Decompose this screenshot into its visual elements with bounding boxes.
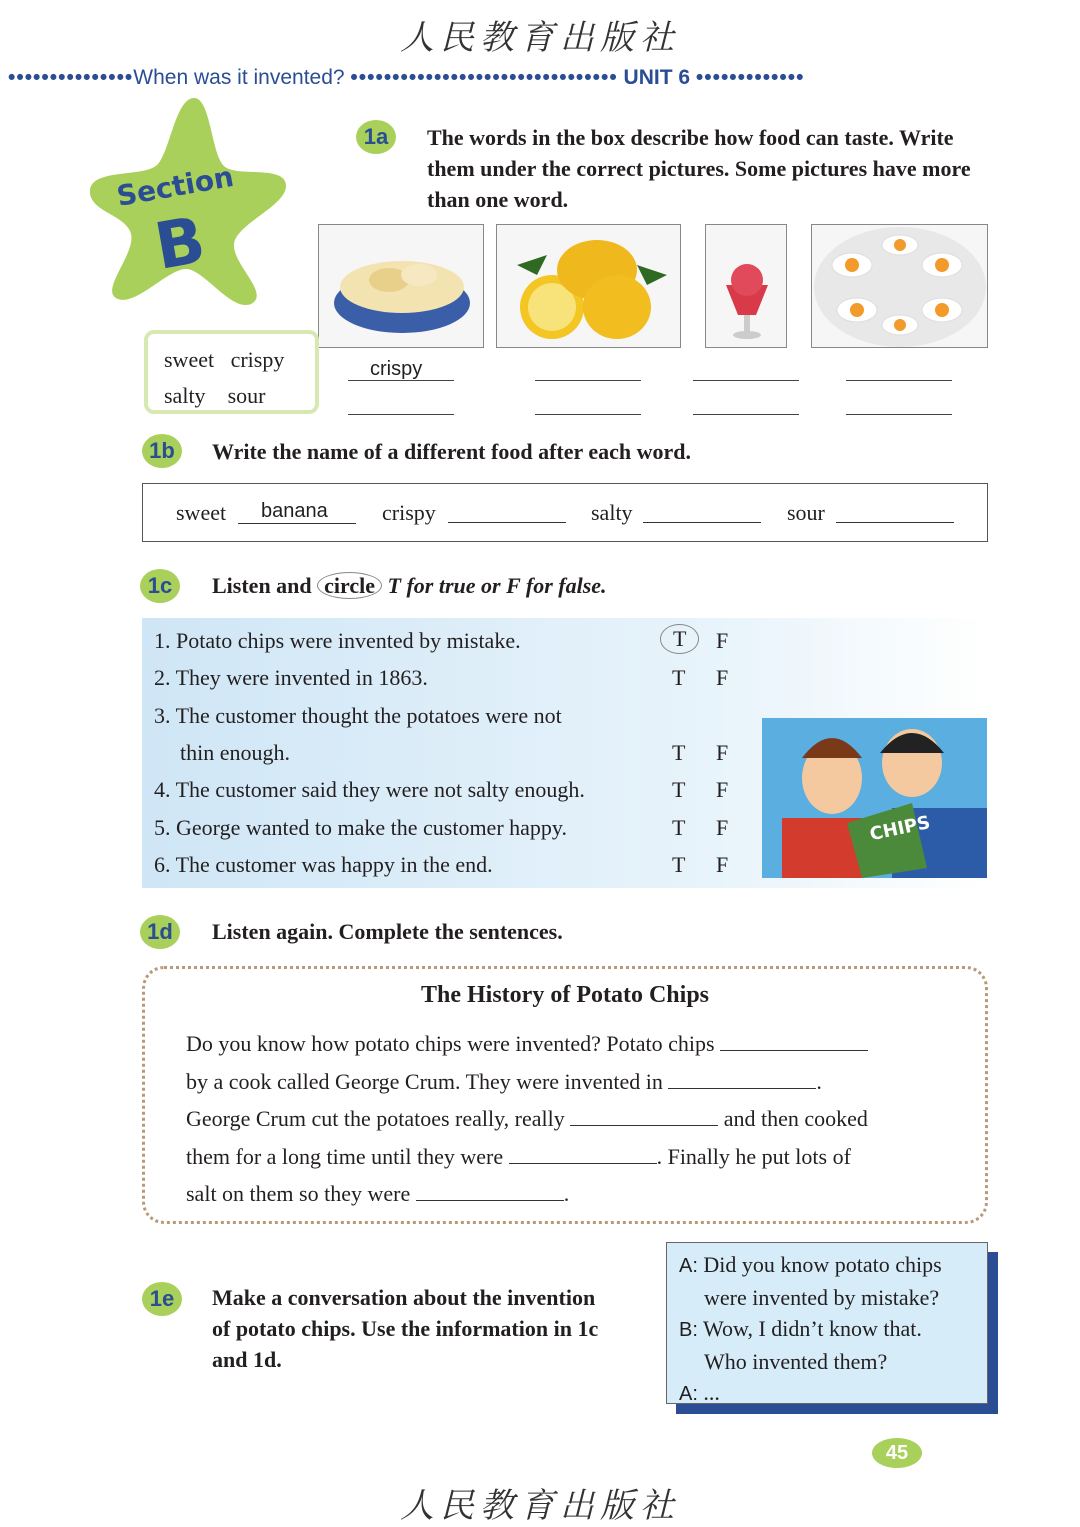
word-salty: salty xyxy=(164,383,206,408)
exercise-badge-1a: 1a xyxy=(356,120,396,154)
instruction-1e: Make a conversation about the invention of potato chips. Use the information in 1c and 1d. xyxy=(212,1285,599,1372)
instruction-1c: Listen and circle T for true or F for false. xyxy=(212,573,607,598)
svg-text:Section: Section xyxy=(114,159,237,213)
blank-line[interactable] xyxy=(693,414,799,415)
true-option[interactable]: T xyxy=(672,777,686,802)
blank-1[interactable] xyxy=(720,1033,868,1051)
false-option[interactable]: F xyxy=(716,628,729,653)
instruction-1a: The words in the box describe how food can taste. Write them under the correct pictures. Some pictures have more than one word. xyxy=(427,125,971,212)
true-option-circled[interactable]: T xyxy=(660,624,699,654)
answer-crispy[interactable] xyxy=(448,522,566,523)
answer-salty[interactable] xyxy=(643,522,761,523)
statement-5: 5. George wanted to make the customer happy. xyxy=(154,815,567,840)
blank-3[interactable] xyxy=(570,1108,718,1126)
statement-3-cont: thin enough. xyxy=(180,740,290,765)
blank-line[interactable] xyxy=(535,380,641,381)
true-option[interactable]: T xyxy=(672,665,686,690)
page-number: 45 xyxy=(872,1438,922,1468)
true-option[interactable]: T xyxy=(672,740,686,765)
false-option[interactable]: F xyxy=(716,852,729,877)
section-star-icon xyxy=(86,94,291,309)
speaker-label: A: xyxy=(679,1383,698,1405)
blank-2[interactable] xyxy=(668,1071,816,1089)
word-box xyxy=(144,330,319,414)
exercise-badge-1c: 1c xyxy=(140,569,180,603)
word-sour: sour xyxy=(227,383,266,408)
exercise-badge-1d: 1d xyxy=(140,915,180,949)
false-option[interactable]: F xyxy=(716,777,729,802)
word-crispy: crispy xyxy=(230,347,285,372)
picture-potato-chips xyxy=(318,224,484,348)
blank-5[interactable] xyxy=(416,1183,564,1201)
svg-text:CHIPS: CHIPS xyxy=(867,812,933,846)
picture-lemons xyxy=(496,224,681,348)
true-option[interactable]: T xyxy=(672,815,686,840)
exercise-badge-1e: 1e xyxy=(142,1282,182,1316)
word-label: crispy xyxy=(382,500,436,525)
blank-line xyxy=(348,380,454,381)
statement-1: 1. Potato chips were invented by mistake. xyxy=(154,628,521,653)
dialogue-box: A: Did you know potato chips were invented by mistake? B: Wow, I didn’t know that. Who invented them? A: ... xyxy=(666,1242,988,1404)
instruction-1b: Write the name of a different food after each word. xyxy=(212,439,692,464)
instruction-1d: Listen again. Complete the sentences. xyxy=(212,919,563,944)
boys-with-chips-illustration xyxy=(762,718,987,878)
lesson-title: When was it invented? xyxy=(133,66,345,89)
publisher-logo-footer: 人民教育出版社 xyxy=(400,1486,680,1526)
publisher-logo: 人民教育出版社 xyxy=(400,18,680,58)
blank-4[interactable] xyxy=(509,1146,657,1164)
food-word-box xyxy=(142,483,988,542)
statement-2: 2. They were invented in 1863. xyxy=(154,665,428,690)
statement-3: 3. The customer thought the potatoes were not xyxy=(154,703,562,728)
word-sweet: sweet xyxy=(164,347,215,372)
story-title: The History of Potato Chips xyxy=(421,982,709,1008)
word-label: sweet xyxy=(176,500,227,525)
blank-line[interactable] xyxy=(348,414,454,415)
picture-salted-eggs xyxy=(811,224,988,348)
picture-ice-cream xyxy=(705,224,787,348)
unit-label: UNIT 6 xyxy=(623,66,691,89)
answer-sweet[interactable]: banana xyxy=(238,500,356,524)
word-label: sour xyxy=(787,500,825,525)
answer-1a-1[interactable]: crispy xyxy=(370,358,423,380)
statement-4: 4. The customer said they were not salty enough. xyxy=(154,777,585,802)
svg-text:B: B xyxy=(149,203,211,285)
story-text: Do you know how potato chips were invented? Potato chips by a cook called George Crum. They were invented in . George Crum cut the potatoes really, really and then cooked them for a long time until they were . Finally he put lots of salt on them so they were . xyxy=(186,1031,868,1206)
false-option[interactable]: F xyxy=(716,740,729,765)
speaker-label: A: xyxy=(679,1255,698,1277)
true-option[interactable]: T xyxy=(672,852,686,877)
speaker-label: B: xyxy=(679,1319,698,1341)
false-option[interactable]: F xyxy=(716,815,729,840)
exercise-badge-1b: 1b xyxy=(142,434,182,468)
blank-line[interactable] xyxy=(693,380,799,381)
word-label: salty xyxy=(591,500,633,525)
blank-line[interactable] xyxy=(846,414,952,415)
statement-6: 6. The customer was happy in the end. xyxy=(154,852,493,877)
blank-line[interactable] xyxy=(846,380,952,381)
running-header: •••••••••••••••When was it invented? •••••••••••••••••••••••••••••••• UNIT 6 ••••••••••••• xyxy=(8,66,805,89)
blank-line[interactable] xyxy=(535,414,641,415)
answer-sour[interactable] xyxy=(836,522,954,523)
false-option[interactable]: F xyxy=(716,665,729,690)
